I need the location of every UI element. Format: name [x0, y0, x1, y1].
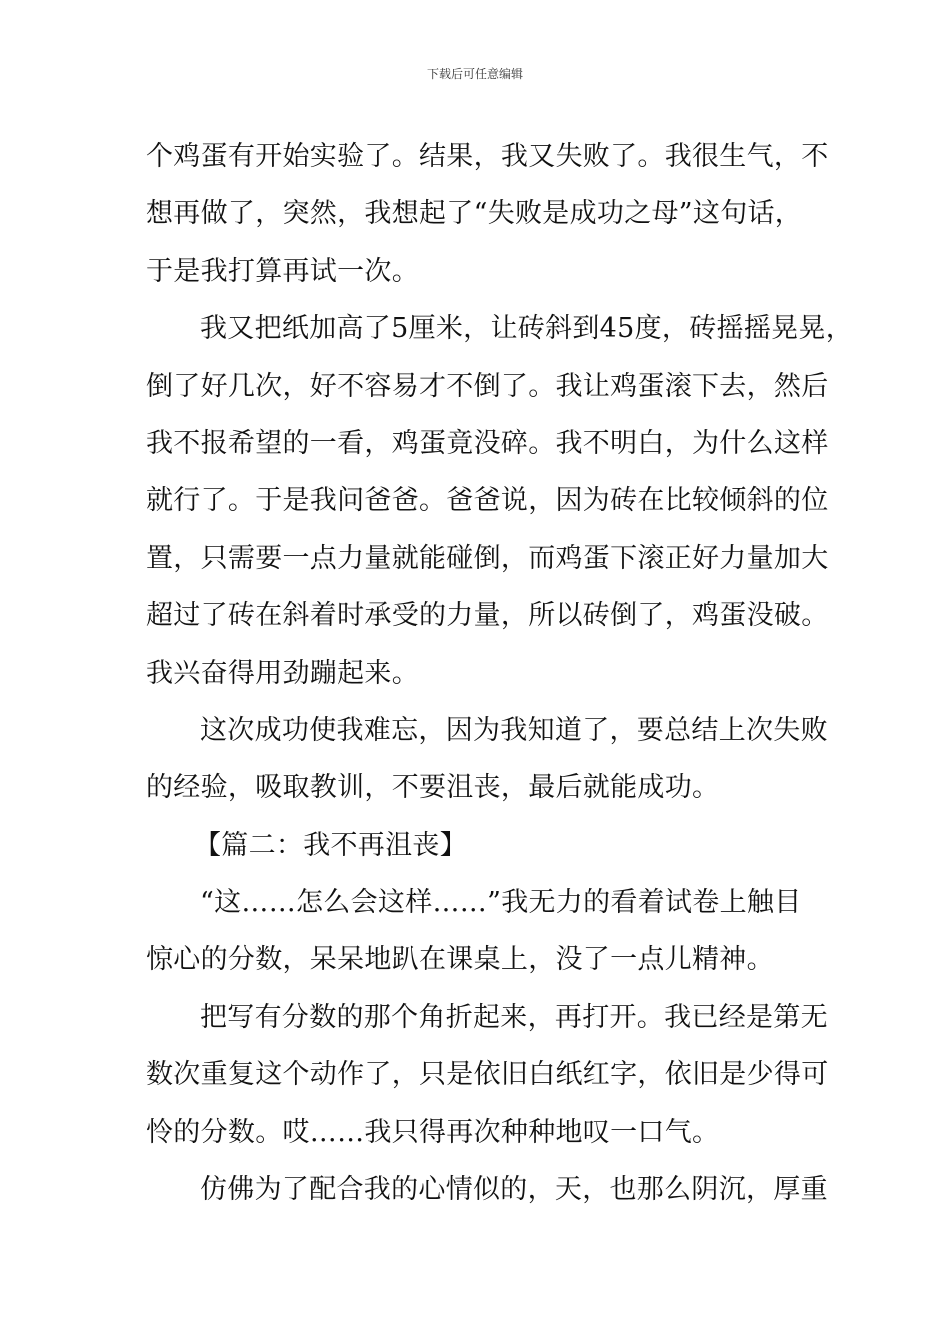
paragraph-first-line: “这……怎么会这样……”我无力的看着试卷上触目: [200, 887, 802, 919]
text-line: 超过了砖在斜着时承受的力量，所以砖倒了，鸡蛋没破。: [146, 600, 829, 632]
text-line: 个鸡蛋有开始实验了。结果，我又失败了。我很生气，不: [146, 141, 829, 172]
text-line: 想再做了，突然，我想起了“失败是成功之母”这句话，: [146, 198, 803, 230]
text-line: 的经验，吸取教训，不要沮丧，最后就能成功。: [146, 772, 720, 804]
text-line: 就行了。于是我问爸爸。爸爸说，因为砖在比较倾斜的位: [146, 485, 829, 517]
document-body: [146, 128, 854, 1218]
text-line: 我兴奋得用劲蹦起来。: [146, 657, 419, 689]
text-line: 置，只需要一点力量就能碰倒，而鸡蛋下滚正好力量加大: [146, 542, 829, 574]
text-line: 数次重复这个动作了，只是依旧白纸红字，依旧是少得可: [146, 1059, 829, 1091]
paragraph-first-line: 仿佛为了配合我的心情似的，天，也那么阴沉，厚重: [200, 1174, 828, 1206]
text-line: 惊心的分数，呆呆地趴在课桌上，没了一点儿精神。: [146, 944, 774, 976]
page-header: 下载后可任意编辑: [426, 67, 523, 81]
paragraph-first-line: 我又把纸加高了5厘米，让砖斜到45度，砖摇摇晃晃，: [200, 313, 854, 345]
paragraph-first-line: 把写有分数的那个角折起来，再打开。我已经是第无: [200, 1001, 828, 1033]
paragraph-first-line: 这次成功使我难忘，因为我知道了，要总结上次失败: [200, 714, 828, 746]
text-line: 怜的分数。哎……我只得再次种种地叹一口气。: [146, 1116, 720, 1148]
section-heading: 【篇二：我不再沮丧】: [194, 829, 467, 861]
text-line: 我不报希望的一看，鸡蛋竟没碎。我不明白，为什么这样: [146, 427, 829, 459]
text-line: 于是我打算再试一次。: [146, 255, 419, 287]
text-line: 倒了好几次，好不容易才不倒了。我让鸡蛋滚下去，然后: [146, 370, 829, 402]
